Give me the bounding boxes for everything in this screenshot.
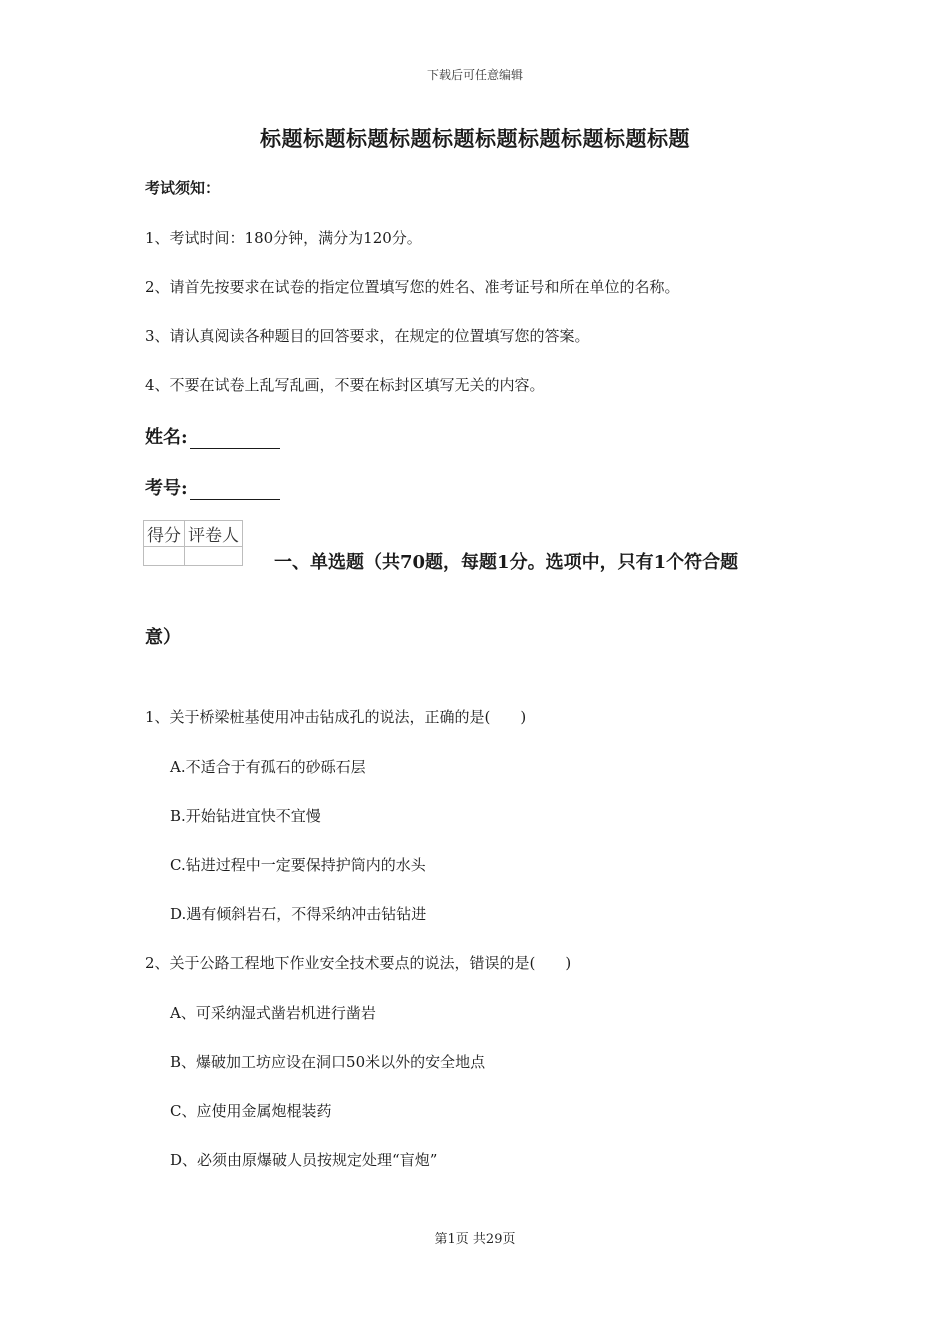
question-option: D.遇有倾斜岩石，不得采纳冲击钻钻进 bbox=[170, 905, 427, 923]
document-title: 标题标题标题标题标题标题标题标题标题标题 bbox=[260, 126, 690, 151]
question-option: A、可采纳湿式凿岩机进行凿岩 bbox=[170, 1004, 376, 1022]
score-cell bbox=[144, 547, 185, 566]
grader-header: 评卷人 bbox=[185, 521, 243, 547]
name-field bbox=[145, 423, 280, 449]
notice-heading: 考试须知： bbox=[145, 179, 221, 197]
score-table bbox=[143, 520, 243, 566]
id-label: 考号: bbox=[145, 478, 188, 499]
notice-item: 4、不要在试卷上乱写乱画，不要在标封区填写无关的内容。 bbox=[145, 376, 545, 394]
question-stem: 1、关于桥梁桩基使用冲击钻成孔的说法，正确的是( ) bbox=[145, 708, 527, 726]
page-header-note: 下载后可任意编辑 bbox=[426, 68, 523, 82]
question-option: D、必须由原爆破人员按规定处理“盲炮” bbox=[170, 1151, 438, 1169]
section-title: 一、单选题（共70题，每题1分。选项中，只有1个符合题 bbox=[274, 552, 739, 573]
question-option: A.不适合于有孤石的砂砾石层 bbox=[170, 758, 366, 776]
notice-item: 2、请首先按要求在试卷的指定位置填写您的姓名、准考证号和所在单位的名称。 bbox=[145, 278, 680, 296]
grader-cell bbox=[185, 547, 243, 566]
question-option: C、应使用金属炮棍装药 bbox=[170, 1102, 332, 1120]
name-blank-line bbox=[190, 430, 280, 449]
question-option: B、爆破加工坊应设在洞口50米以外的安全地点 bbox=[170, 1053, 486, 1071]
notice-item: 3、请认真阅读各种题目的回答要求，在规定的位置填写您的答案。 bbox=[145, 327, 590, 345]
section-title-continued: 意） bbox=[145, 627, 181, 648]
page-number: 第1页 共29页 bbox=[434, 1232, 516, 1247]
name-label: 姓名: bbox=[145, 427, 188, 448]
notice-item: 1、考试时间：180分钟，满分为120分。 bbox=[145, 229, 422, 247]
question-option: B.开始钻进宜快不宜慢 bbox=[170, 807, 321, 825]
question-option: C.钻进过程中一定要保持护筒内的水头 bbox=[170, 856, 426, 874]
question-stem: 2、关于公路工程地下作业安全技术要点的说法，错误的是( ) bbox=[145, 954, 572, 972]
id-field bbox=[145, 474, 280, 500]
score-header: 得分 bbox=[144, 521, 185, 547]
id-blank-line bbox=[190, 481, 280, 500]
